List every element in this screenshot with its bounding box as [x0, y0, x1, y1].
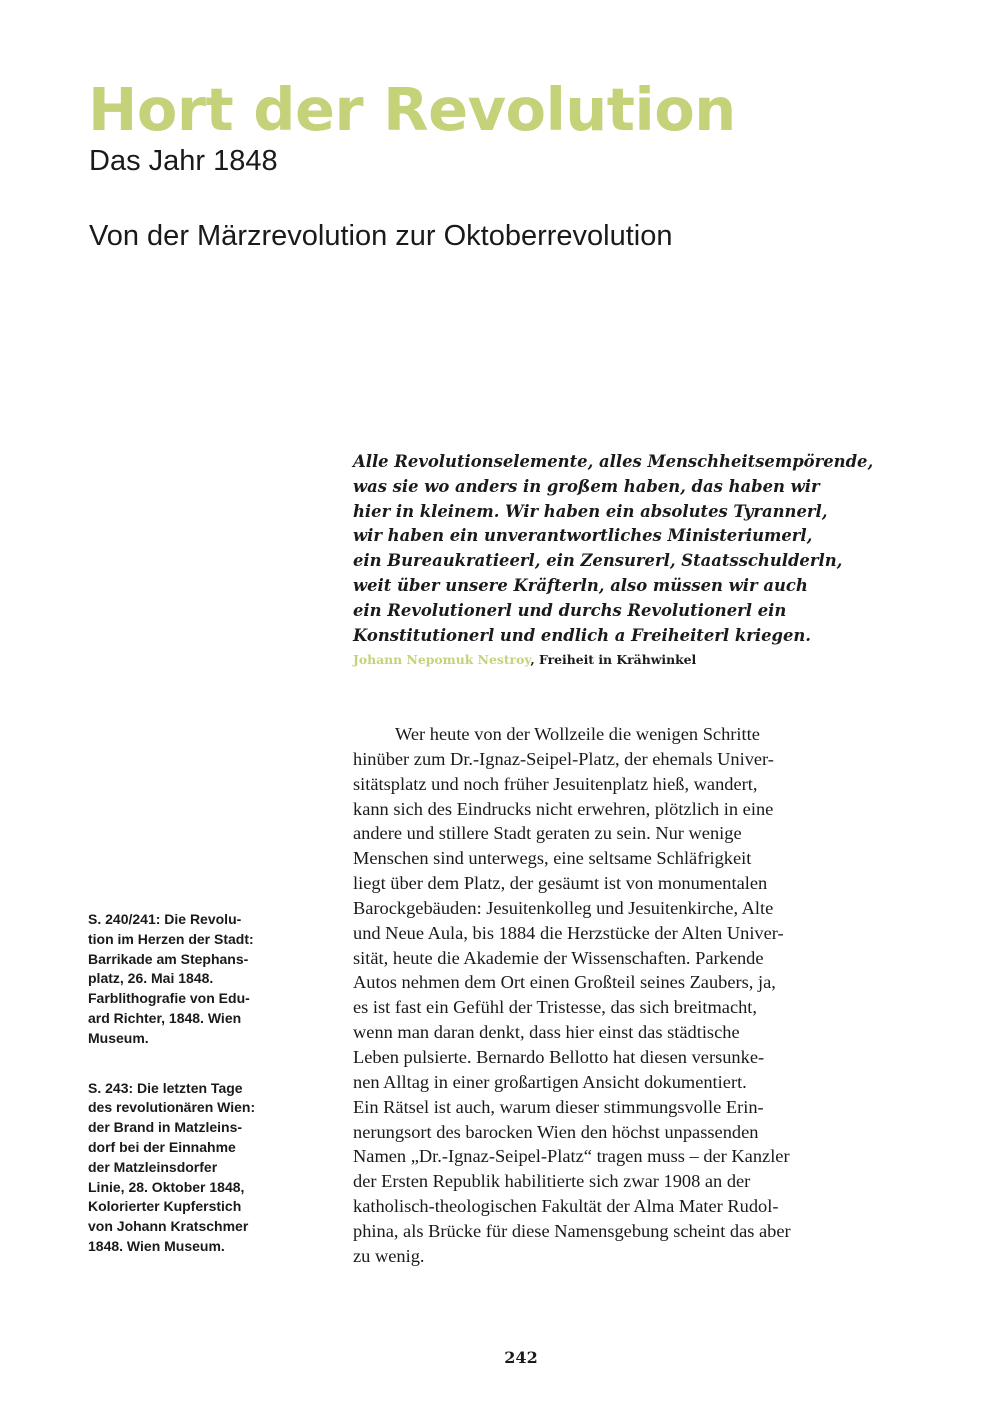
page-title: Hort der Revolution: [88, 75, 736, 144]
caption-line: Barrikade am Stephans-: [88, 950, 249, 967]
body-line: Leben pulsierte. Bernardo Bellotto hat diesen versunke-: [353, 1046, 765, 1067]
caption-line: des revolutionären Wien:: [88, 1099, 256, 1116]
body-line: liegt über dem Platz, der gesäumt ist von monumentalen: [353, 873, 768, 894]
quote-line: hier in kleinem. Wir haben ein absolutes Tyrannerl,: [353, 501, 828, 521]
quote-work: , Freiheit in Krähwinkel: [530, 652, 697, 668]
page-subtitle: Das Jahr 1848: [89, 145, 278, 177]
body-line: zu wenig.: [353, 1245, 425, 1266]
caption-line: Linie, 28. Oktober 1848,: [88, 1178, 245, 1195]
caption-line: platz, 26. Mai 1848.: [88, 970, 214, 987]
body-line: andere und stillere Stadt geraten zu sein. Nur wenige: [353, 823, 742, 844]
body-line: und Neue Aula, bis 1884 die Herzstücke der Alten Univer-: [353, 922, 784, 943]
caption-line: tion im Herzen der Stadt:: [88, 930, 254, 947]
body-line: Autos nehmen dem Ort einen Großteil seines Zaubers, ja,: [353, 972, 776, 993]
caption-line: S. 243: Die letzten Tage: [88, 1079, 243, 1096]
caption-line: der Brand in Matzleins-: [88, 1119, 243, 1136]
body-line: Namen „Dr.-Ignaz-Seipel-Platz“ tragen muss – der Kanzler: [353, 1146, 790, 1167]
body-line: Barockgebäuden: Jesuitenkolleg und Jesuitenkirche, Alte: [353, 897, 774, 918]
quote-line: ein Revolutionerl und durchs Revolutionerl ein: [353, 600, 787, 620]
section-heading: Von der Märzrevolution zur Oktoberrevolution: [89, 220, 673, 252]
caption-line: 1848. Wien Museum.: [88, 1237, 225, 1254]
caption-line: S. 240/241: Die Revolu-: [88, 911, 242, 927]
body-line: der Ersten Republik habilitierte sich zwar 1908 an der: [353, 1171, 751, 1192]
quote-line: Alle Revolutionselemente, alles Menschheitsempörende,: [353, 452, 874, 471]
body-line: sität, heute die Akademie der Wissenschaften. Parkende: [353, 947, 764, 968]
quote-source: [353, 650, 873, 670]
epigraph-quote: [353, 450, 873, 670]
body-line: nen Alltag in einer großartigen Ansicht dokumentiert.: [353, 1071, 747, 1092]
image-captions: [88, 910, 298, 1287]
caption-line: Farblithografie von Edu-: [88, 990, 250, 1007]
body-line: Ein Rätsel ist auch, warum dieser stimmungsvolle Erin-: [353, 1096, 764, 1117]
quote-line: ein Bureaukratieerl, ein Zensurerl, Staatsschulderln,: [353, 551, 843, 571]
caption-line: Museum.: [88, 1029, 149, 1046]
quote-author: Johann Nepomuk Nestroy: [353, 652, 531, 668]
caption-line: Kolorierter Kupferstich: [88, 1198, 242, 1215]
body-line: hinüber zum Dr.-Ignaz-Seipel-Platz, der ehemals Univer-: [353, 748, 774, 769]
quote-line: weit über unsere Kräfterln, also müssen wir auch: [353, 575, 808, 595]
body-paragraph: [353, 722, 873, 1269]
body-line: phina, als Brücke für diese Namensgebung scheint das aber: [353, 1220, 791, 1241]
body-line: nerungsort des barocken Wien den höchst unpassenden: [353, 1121, 759, 1142]
page-number: 242: [504, 1348, 538, 1367]
caption-line: dorf bei der Einnahme: [88, 1138, 236, 1155]
body-line: Menschen sind unterwegs, eine seltsame Schläfrigkeit: [353, 848, 752, 869]
caption-line: ard Richter, 1848. Wien: [88, 1009, 242, 1026]
quote-line: was sie wo anders in großem haben, das haben wir: [353, 476, 820, 496]
body-line: wenn man daran denkt, dass hier einst das städtische: [353, 1022, 740, 1043]
body-line: Wer heute von der Wollzeile die wenigen Schritte: [395, 724, 760, 744]
quote-line: wir haben ein unverantwortliches Ministeriumerl,: [353, 526, 813, 546]
caption-line: der Matzleinsdorfer: [88, 1158, 218, 1175]
body-line: kann sich des Eindrucks nicht erwehren, plötzlich in eine: [353, 798, 774, 819]
body-line: katholisch-theologischen Fakultät der Alma Mater Rudol-: [353, 1196, 779, 1217]
caption-1: [88, 910, 298, 1049]
caption-2: [88, 1079, 298, 1257]
quote-line: Konstitutionerl und endlich a Freiheiterl kriegen.: [353, 625, 812, 645]
body-line: sitätsplatz und noch früher Jesuitenplatz hieß, wandert,: [353, 773, 758, 794]
body-line: es ist fast ein Gefühl der Tristesse, das sich breitmacht,: [353, 997, 758, 1018]
caption-line: von Johann Kratschmer: [88, 1218, 249, 1235]
